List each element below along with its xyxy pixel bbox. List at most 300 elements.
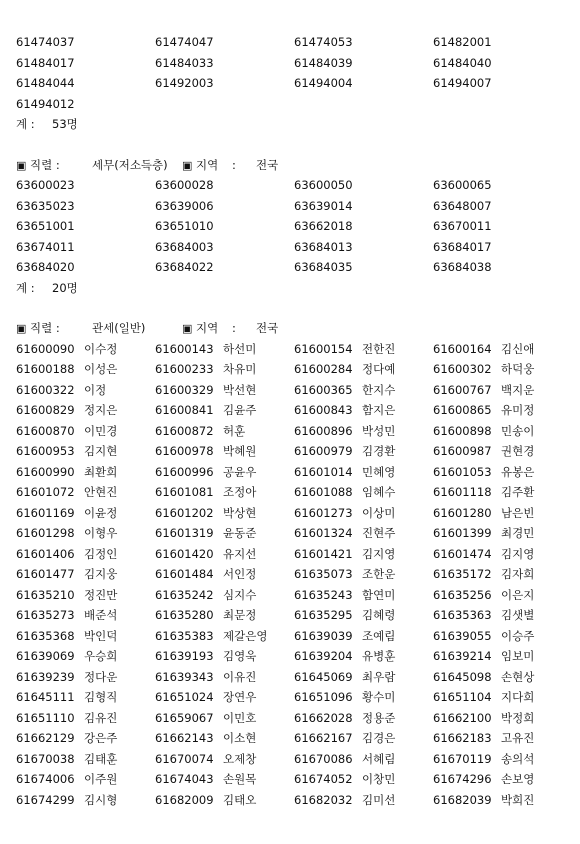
exam-number: 61484017 bbox=[16, 55, 75, 70]
exam-number: 61635073 bbox=[294, 567, 353, 581]
list-item bbox=[294, 749, 433, 770]
candidate-name: 유지선 bbox=[223, 546, 257, 561]
list-item bbox=[155, 359, 294, 380]
candidate-name: 서혜림 bbox=[362, 751, 396, 766]
list-item bbox=[294, 237, 433, 258]
table-row bbox=[16, 196, 572, 217]
exam-number: 61601072 bbox=[16, 485, 75, 499]
exam-number: 61484040 bbox=[433, 55, 492, 70]
exam-number: 61635295 bbox=[294, 608, 353, 622]
table-row bbox=[16, 421, 572, 442]
list-item bbox=[433, 359, 572, 380]
list-item bbox=[294, 196, 433, 217]
exam-number: 63684035 bbox=[294, 260, 353, 274]
exam-number: 63600028 bbox=[155, 178, 214, 192]
list-item bbox=[16, 380, 155, 401]
table-row bbox=[16, 646, 572, 667]
candidate-name: 박정희 bbox=[501, 710, 535, 725]
candidate-name: 김영욱 bbox=[223, 649, 257, 663]
candidate-name: 권현경 bbox=[501, 444, 535, 458]
list-item bbox=[155, 564, 294, 585]
list-item bbox=[16, 175, 155, 196]
exam-number: 61601421 bbox=[294, 546, 353, 561]
list-item bbox=[294, 216, 433, 237]
list-item bbox=[294, 462, 433, 483]
table-row bbox=[16, 237, 572, 258]
list-item bbox=[16, 462, 155, 483]
list-item bbox=[155, 790, 294, 811]
table-row bbox=[16, 400, 572, 421]
candidate-name: 김주환 bbox=[501, 485, 535, 499]
list-item bbox=[16, 359, 155, 380]
exam-number: 61600284 bbox=[294, 362, 353, 376]
table-row bbox=[16, 175, 572, 196]
list-item bbox=[155, 544, 294, 565]
list-item bbox=[16, 667, 155, 688]
exam-number: 61662129 bbox=[16, 731, 75, 745]
table-row bbox=[16, 564, 572, 585]
candidate-name: 함지은 bbox=[362, 403, 396, 417]
list-item bbox=[433, 462, 572, 483]
candidate-name: 제갈은영 bbox=[223, 628, 268, 643]
list-item bbox=[16, 32, 155, 53]
exam-number: 61474037 bbox=[16, 35, 75, 49]
candidate-name: 안현진 bbox=[84, 485, 118, 499]
checkbox-square-icon bbox=[16, 155, 30, 176]
exam-number: 61670074 bbox=[155, 751, 214, 766]
candidate-name: 이성은 bbox=[84, 362, 118, 376]
list-item bbox=[155, 462, 294, 483]
candidate-name: 정지은 bbox=[84, 403, 118, 417]
exam-number: 61484033 bbox=[155, 55, 214, 70]
exam-number: 61482001 bbox=[433, 35, 492, 49]
candidate-name: 이창민 bbox=[362, 772, 396, 786]
exam-number: 61635363 bbox=[433, 608, 492, 622]
candidate-name: 김시형 bbox=[84, 792, 118, 807]
candidate-name: 박희진 bbox=[501, 792, 535, 807]
list-item bbox=[294, 769, 433, 790]
exam-number: 61601406 bbox=[16, 546, 75, 561]
list-item bbox=[433, 564, 572, 585]
exam-number: 61601280 bbox=[433, 505, 492, 520]
list-item bbox=[16, 564, 155, 585]
candidate-name: 차유미 bbox=[223, 362, 257, 376]
exam-number: 61635210 bbox=[16, 587, 75, 602]
list-item bbox=[294, 667, 433, 688]
candidate-name: 김지웅 bbox=[84, 567, 118, 581]
candidate-name: 남은빈 bbox=[501, 505, 535, 520]
list-item bbox=[16, 503, 155, 524]
list-item bbox=[16, 257, 155, 278]
list-item bbox=[16, 339, 155, 360]
candidate-name: 김경환 bbox=[362, 444, 396, 458]
exam-number: 61600302 bbox=[433, 362, 492, 376]
candidate-name: 임혜수 bbox=[362, 485, 396, 499]
list-item bbox=[155, 257, 294, 278]
result-section bbox=[16, 318, 572, 810]
candidate-name: 허훈 bbox=[223, 423, 246, 438]
list-item bbox=[294, 73, 433, 94]
list-item bbox=[433, 400, 572, 421]
exam-number: 61662100 bbox=[433, 710, 492, 725]
list-item bbox=[155, 53, 294, 74]
list-item bbox=[294, 728, 433, 749]
exam-number: 61670086 bbox=[294, 751, 353, 766]
exam-number: 61600143 bbox=[155, 341, 214, 356]
candidate-name: 박인덕 bbox=[84, 628, 118, 643]
candidate-name: 유병훈 bbox=[362, 649, 396, 663]
candidate-name: 이수정 bbox=[84, 341, 118, 356]
table-row bbox=[16, 462, 572, 483]
list-item bbox=[155, 380, 294, 401]
region-value: 전국 bbox=[256, 157, 279, 172]
total-label: 계 : bbox=[16, 280, 35, 295]
candidate-name: 한지수 bbox=[362, 382, 396, 397]
exam-number: 61662167 bbox=[294, 731, 353, 745]
list-item bbox=[294, 175, 433, 196]
exam-number: 61600872 bbox=[155, 423, 214, 438]
candidate-name: 조예림 bbox=[362, 628, 396, 643]
list-item bbox=[16, 790, 155, 811]
exam-number: 61635256 bbox=[433, 587, 492, 602]
series-value: 관세(일반) bbox=[92, 321, 146, 335]
exam-number: 61601420 bbox=[155, 546, 214, 561]
list-item bbox=[294, 564, 433, 585]
candidate-name: 진현주 bbox=[362, 526, 396, 540]
list-item bbox=[433, 257, 572, 278]
table-row bbox=[16, 257, 572, 278]
exam-number: 61601399 bbox=[433, 526, 492, 540]
list-item bbox=[433, 421, 572, 442]
list-item bbox=[433, 749, 572, 770]
list-item bbox=[433, 237, 572, 258]
list-item bbox=[294, 339, 433, 360]
list-item bbox=[433, 646, 572, 667]
table-row bbox=[16, 53, 572, 74]
table-row bbox=[16, 667, 572, 688]
exam-number: 61600188 bbox=[16, 362, 75, 376]
table-row bbox=[16, 605, 572, 626]
table-row bbox=[16, 728, 572, 749]
candidate-name: 정다운 bbox=[84, 669, 118, 684]
candidate-name: 김자희 bbox=[501, 567, 535, 581]
candidate-name: 전한진 bbox=[362, 341, 396, 356]
list-item bbox=[433, 32, 572, 53]
exam-number: 61601298 bbox=[16, 526, 75, 540]
table-row bbox=[16, 94, 572, 115]
list-item bbox=[294, 687, 433, 708]
candidate-name: 서인정 bbox=[223, 567, 257, 581]
list-item bbox=[16, 482, 155, 503]
candidate-name: 김태오 bbox=[223, 792, 257, 807]
list-item bbox=[155, 667, 294, 688]
exam-number: 63670011 bbox=[433, 219, 492, 233]
table-row bbox=[16, 216, 572, 237]
candidate-name: 이형우 bbox=[84, 526, 118, 540]
candidate-name: 함연미 bbox=[362, 587, 396, 602]
exam-number: 61601484 bbox=[155, 567, 214, 581]
exam-number: 61601118 bbox=[433, 485, 492, 499]
list-item bbox=[155, 769, 294, 790]
exam-number: 63684013 bbox=[294, 239, 353, 254]
list-item bbox=[294, 359, 433, 380]
list-item bbox=[16, 749, 155, 770]
exam-number: 61635280 bbox=[155, 608, 214, 622]
exam-number: 61601319 bbox=[155, 526, 214, 540]
table-row bbox=[16, 73, 572, 94]
checkbox-square-icon bbox=[182, 318, 196, 339]
table-row bbox=[16, 769, 572, 790]
list-item bbox=[433, 175, 572, 196]
section-spacer bbox=[16, 135, 572, 155]
list-item bbox=[294, 482, 433, 503]
exam-number: 63651010 bbox=[155, 219, 214, 233]
list-item bbox=[433, 728, 572, 749]
candidate-name: 최경민 bbox=[501, 526, 535, 540]
exam-number: 61600870 bbox=[16, 423, 75, 438]
exam-number: 61600322 bbox=[16, 382, 75, 397]
exam-number: 63684038 bbox=[433, 260, 492, 274]
exam-number: 61492003 bbox=[155, 76, 214, 90]
list-item bbox=[16, 53, 155, 74]
list-item bbox=[155, 32, 294, 53]
list-item bbox=[433, 339, 572, 360]
list-item bbox=[16, 626, 155, 647]
table-row bbox=[16, 482, 572, 503]
exam-number: 63648007 bbox=[433, 198, 492, 213]
checkbox-square-icon bbox=[182, 155, 196, 176]
exam-number: 61601477 bbox=[16, 567, 75, 581]
exam-number: 61639069 bbox=[16, 649, 75, 663]
list-item bbox=[155, 73, 294, 94]
list-item bbox=[155, 196, 294, 217]
table-row bbox=[16, 441, 572, 462]
list-item bbox=[16, 646, 155, 667]
list-item bbox=[155, 237, 294, 258]
exam-number: 61682032 bbox=[294, 792, 353, 807]
region-label: 지역 bbox=[196, 321, 219, 335]
exam-number: 61601053 bbox=[433, 464, 492, 479]
region-colon: : bbox=[232, 157, 236, 172]
exam-number: 61670119 bbox=[433, 751, 492, 766]
candidate-name: 민송이 bbox=[501, 423, 535, 438]
exam-number: 61600953 bbox=[16, 444, 75, 458]
exam-number: 61601324 bbox=[294, 526, 353, 540]
exam-number: 61474047 bbox=[155, 35, 214, 49]
exam-number: 61662183 bbox=[433, 731, 492, 745]
exam-number: 63600065 bbox=[433, 178, 492, 192]
series-label: 직렬 : bbox=[30, 321, 60, 335]
table-row bbox=[16, 544, 572, 565]
table-row bbox=[16, 626, 572, 647]
list-item bbox=[294, 421, 433, 442]
exam-number: 61600365 bbox=[294, 382, 353, 397]
candidate-name: 김지현 bbox=[84, 444, 118, 458]
exam-number: 61635273 bbox=[16, 608, 75, 622]
list-item bbox=[294, 257, 433, 278]
exam-number: 61600896 bbox=[294, 423, 353, 438]
candidate-name: 조정아 bbox=[223, 485, 257, 499]
list-item bbox=[433, 667, 572, 688]
exam-number: 61645111 bbox=[16, 690, 75, 704]
result-section bbox=[16, 32, 572, 155]
list-item bbox=[16, 237, 155, 258]
list-item bbox=[155, 339, 294, 360]
exam-number: 61659067 bbox=[155, 710, 214, 725]
candidate-name: 임보미 bbox=[501, 649, 535, 663]
exam-number: 61600898 bbox=[433, 423, 492, 438]
list-item bbox=[433, 482, 572, 503]
list-item bbox=[155, 175, 294, 196]
exam-number: 63684022 bbox=[155, 260, 214, 274]
exam-number: 61474053 bbox=[294, 35, 353, 49]
exam-number: 63684020 bbox=[16, 260, 75, 274]
exam-number: 63651001 bbox=[16, 219, 75, 233]
list-item bbox=[294, 605, 433, 626]
series-label: 직렬 : bbox=[30, 157, 60, 172]
list-item bbox=[155, 646, 294, 667]
candidate-name: 윤동준 bbox=[223, 526, 257, 540]
list-item bbox=[433, 626, 572, 647]
candidate-name: 오제창 bbox=[223, 751, 257, 766]
list-item bbox=[16, 216, 155, 237]
exam-number: 61670038 bbox=[16, 751, 75, 766]
candidate-name: 김지영 bbox=[362, 546, 396, 561]
exam-number: 61600154 bbox=[294, 341, 353, 356]
total-value: 20명 bbox=[52, 280, 78, 295]
candidate-name: 김윤주 bbox=[223, 403, 257, 417]
candidate-name: 박상현 bbox=[223, 505, 257, 520]
candidate-name: 정용준 bbox=[362, 710, 396, 725]
exam-number: 61651104 bbox=[433, 690, 492, 704]
list-item bbox=[155, 421, 294, 442]
list-item bbox=[16, 585, 155, 606]
exam-number: 61674299 bbox=[16, 792, 75, 807]
list-item bbox=[16, 769, 155, 790]
exam-number: 61494004 bbox=[294, 76, 353, 90]
candidate-name: 이정 bbox=[84, 382, 107, 397]
candidate-name: 지다희 bbox=[501, 690, 535, 704]
list-item bbox=[155, 585, 294, 606]
list-item bbox=[155, 728, 294, 749]
list-item bbox=[16, 94, 156, 115]
exam-number: 61601273 bbox=[294, 505, 353, 520]
table-row bbox=[16, 708, 572, 729]
list-item bbox=[294, 544, 433, 565]
list-item bbox=[155, 523, 294, 544]
candidate-name: 송의석 bbox=[501, 751, 535, 766]
list-item bbox=[16, 441, 155, 462]
table-row bbox=[16, 503, 572, 524]
list-item bbox=[433, 544, 572, 565]
candidate-name: 이민경 bbox=[84, 423, 118, 438]
exam-number: 63674011 bbox=[16, 239, 75, 254]
exam-number: 61639039 bbox=[294, 628, 353, 643]
exam-number: 61494007 bbox=[433, 76, 492, 90]
exam-number: 61682009 bbox=[155, 792, 214, 807]
exam-number: 63635023 bbox=[16, 198, 75, 213]
region-colon: : bbox=[232, 321, 236, 335]
exam-number: 63600023 bbox=[16, 178, 75, 192]
candidate-name: 김신애 bbox=[501, 341, 535, 356]
exam-number: 61600996 bbox=[155, 464, 214, 479]
candidate-name: 이소현 bbox=[223, 731, 257, 745]
region-label: 지역 bbox=[196, 157, 219, 172]
exam-number: 61600090 bbox=[16, 341, 75, 356]
candidate-name: 최환희 bbox=[84, 464, 118, 479]
list-item bbox=[16, 421, 155, 442]
candidate-name: 우승희 bbox=[84, 649, 118, 663]
list-item bbox=[155, 605, 294, 626]
list-item bbox=[294, 523, 433, 544]
candidate-name: 박혜원 bbox=[223, 444, 257, 458]
result-section bbox=[16, 155, 572, 319]
region-value: 전국 bbox=[256, 321, 279, 335]
exam-number: 61662028 bbox=[294, 710, 353, 725]
candidate-name: 유미정 bbox=[501, 403, 535, 417]
exam-number: 61639055 bbox=[433, 628, 492, 643]
list-item bbox=[433, 523, 572, 544]
candidate-name: 장연우 bbox=[223, 690, 257, 704]
section-spacer bbox=[16, 298, 572, 318]
table-row bbox=[16, 359, 572, 380]
candidate-name: 황수미 bbox=[362, 690, 396, 704]
candidate-name: 김혜령 bbox=[362, 608, 396, 622]
list-item bbox=[16, 687, 155, 708]
candidate-name: 김샛별 bbox=[501, 608, 535, 622]
list-item bbox=[433, 585, 572, 606]
list-item bbox=[16, 605, 155, 626]
candidate-name: 이승주 bbox=[501, 628, 535, 643]
section-header bbox=[16, 155, 572, 176]
list-item bbox=[16, 73, 155, 94]
candidate-name: 손현상 bbox=[501, 669, 535, 684]
list-item bbox=[16, 708, 155, 729]
exam-number: 63639006 bbox=[155, 198, 214, 213]
list-item bbox=[16, 523, 155, 544]
candidate-name: 유봉은 bbox=[501, 464, 535, 479]
list-item bbox=[294, 708, 433, 729]
candidate-name: 김경은 bbox=[362, 731, 396, 745]
list-item bbox=[16, 544, 155, 565]
total-count bbox=[16, 114, 572, 135]
table-row bbox=[16, 339, 572, 360]
exam-number: 61600829 bbox=[16, 403, 75, 417]
exam-number: 61600843 bbox=[294, 403, 353, 417]
exam-number: 61639193 bbox=[155, 649, 214, 663]
candidate-name: 최우람 bbox=[362, 669, 396, 684]
list-item bbox=[16, 728, 155, 749]
list-item bbox=[155, 400, 294, 421]
exam-number: 61600841 bbox=[155, 403, 214, 417]
exam-number: 61674052 bbox=[294, 772, 353, 786]
exam-number: 61651096 bbox=[294, 690, 353, 704]
exam-number: 61601081 bbox=[155, 485, 214, 499]
candidate-name: 김미선 bbox=[362, 792, 396, 807]
exam-number: 61600767 bbox=[433, 382, 492, 397]
list-item bbox=[433, 441, 572, 462]
exam-number: 61645098 bbox=[433, 669, 492, 684]
exam-number: 63600050 bbox=[294, 178, 353, 192]
list-item bbox=[155, 749, 294, 770]
exam-number: 61494012 bbox=[16, 96, 75, 111]
exam-number: 61600865 bbox=[433, 403, 492, 417]
table-row bbox=[16, 380, 572, 401]
exam-number: 63684003 bbox=[155, 239, 214, 254]
candidate-name: 하선미 bbox=[223, 341, 257, 356]
exam-number: 61645069 bbox=[294, 669, 353, 684]
exam-number: 61635243 bbox=[294, 587, 353, 602]
